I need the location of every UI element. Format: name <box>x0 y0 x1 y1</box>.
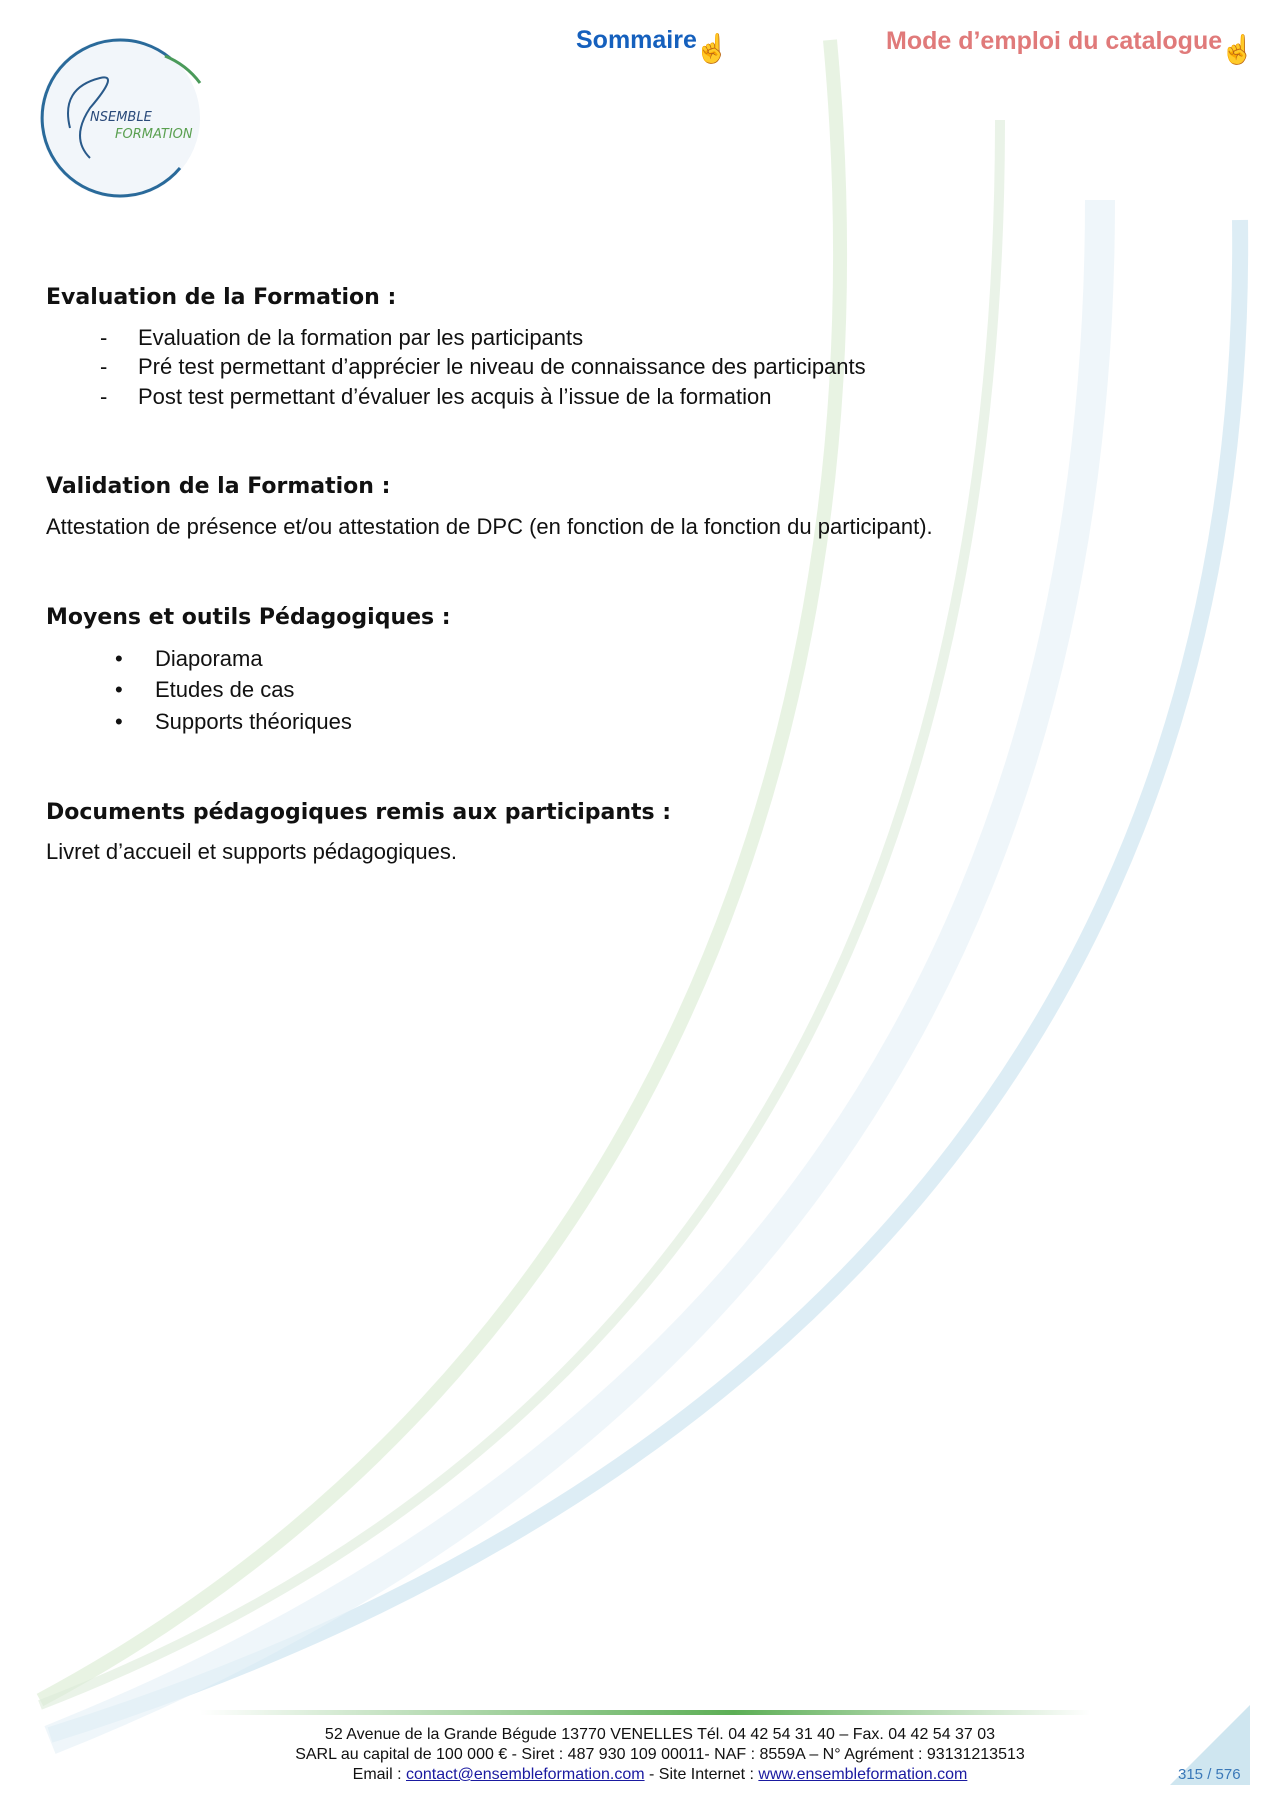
footer-company: SARL au capital de 100 000 € - Siret : 487 930 109 00011- NAF : 8559A – N° Agrément : 93131213513 <box>295 1746 1025 1763</box>
documents-text: Livret d’accueil et supports pédagogiques. <box>46 839 457 864</box>
footer <box>200 1725 1120 1785</box>
list-item: • Diaporama <box>115 646 263 671</box>
site-label: - Site Internet : <box>644 1766 759 1783</box>
validation-heading: Validation de la Formation : <box>46 474 391 499</box>
email-label: Email : <box>352 1766 406 1783</box>
footer-address: 52 Avenue de la Grande Bégude 13770 VENELLES Tél. 04 42 54 31 40 – Fax. 04 42 54 37 03 <box>324 1726 996 1743</box>
sommaire-label: Sommaire <box>576 26 697 54</box>
footer-contact <box>200 1765 1120 1785</box>
svg-text:NSEMBLE: NSEMBLE <box>90 110 152 125</box>
hand-pointer-icon: ☝ <box>1220 34 1256 65</box>
sommaire-link[interactable] <box>576 26 730 65</box>
list-item: - Pré test permettant d’apprécier le niveau de connaissance des participants <box>100 354 866 379</box>
documents-heading: Documents pédagogiques remis aux participants : <box>46 800 672 825</box>
list-item: - Post test permettant d’évaluer les acquis à l’issue de la formation <box>100 384 772 409</box>
evaluation-heading: Evaluation de la Formation : <box>46 285 397 310</box>
hand-pointer-icon: ☝ <box>694 33 730 64</box>
logo <box>30 28 230 203</box>
website-link[interactable]: www.ensembleformation.com <box>758 1766 968 1783</box>
mode-emploi-label: Mode d’emploi du catalogue <box>886 27 1223 55</box>
page-number: 315 / 576 <box>1178 1766 1241 1783</box>
list-item: • Supports théoriques <box>115 709 352 734</box>
svg-text:FORMATION: FORMATION <box>115 127 193 142</box>
list-item: • Etudes de cas <box>115 677 295 702</box>
list-item: - Evaluation de la formation par les participants <box>100 325 584 350</box>
mode-emploi-link[interactable] <box>886 27 1255 66</box>
moyens-heading: Moyens et outils Pédagogiques : <box>46 605 451 630</box>
validation-text: Attestation de présence et/ou attestation de DPC (en fonction de la fonction du participant). <box>46 514 933 539</box>
email-link[interactable]: contact@ensembleformation.com <box>405 1766 645 1783</box>
